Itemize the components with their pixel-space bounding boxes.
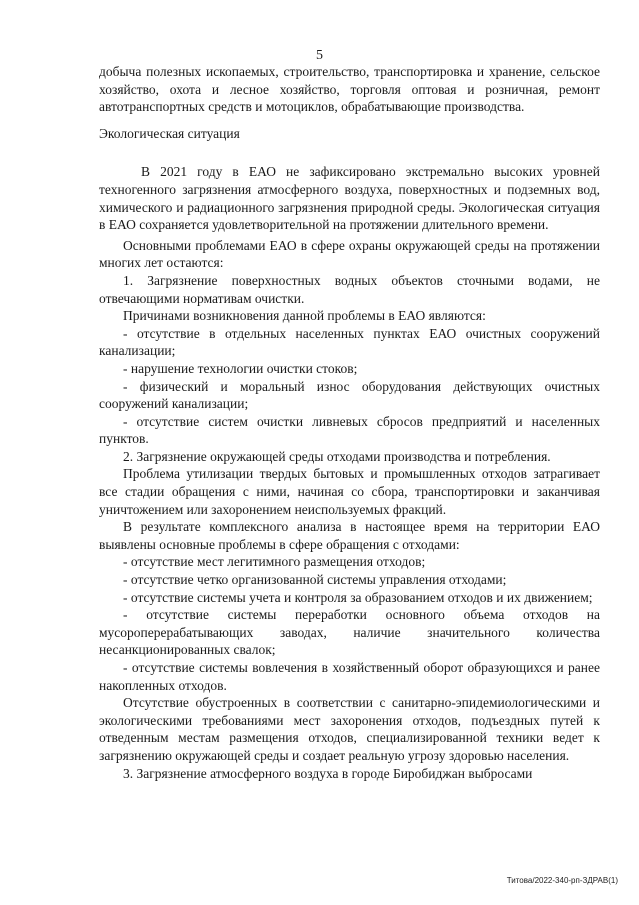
section-heading: Экологическая ситуация	[99, 125, 240, 141]
list-item: - отсутствие системы вовлечения в хозяйственный оборот образующихся и ранее накопленных отходов.	[99, 660, 600, 693]
list-item: - отсутствие системы переработки основного объема отходов на мусороперерабатывающих заводах, наличие значительного количества несанкционированных свалок;	[99, 607, 600, 658]
document-body	[99, 63, 600, 782]
list-item: - отсутствие в отдельных населенных пунктах ЕАО очистных сооружений канализации;	[99, 325, 600, 359]
list-item: - отсутствие систем очистки ливневых сбросов предприятий и населенных пунктов.	[99, 413, 600, 447]
page-number: 5	[316, 48, 323, 63]
list-item: - отсутствие системы учета и контроля за образованием отходов и их движением;	[123, 589, 593, 605]
paragraph-causes: Причинами возникновения данной проблемы в ЕАО являются:	[123, 308, 486, 324]
document-footer-code: Титова/2022-340-рп-ЗДРАВ(1)	[506, 876, 618, 885]
list-item: - физический и моральный износ оборудования действующих очистных сооружений канализации;	[99, 378, 600, 412]
list-item: - нарушение технологии очистки стоков;	[123, 360, 358, 376]
paragraph-problem-3: 3. Загрязнение атмосферного воздуха в городе Биробиджан выбросами	[123, 765, 533, 781]
paragraph-intro-continuation: добыча полезных ископаемых, строительство, транспортировка и хранение, сельское хозяйство, охота и лесное хозяйство, торговля оптовая и розничная, ремонт автотранспортных средств и мотоциклов, обрабатывающие производства.	[99, 64, 600, 115]
paragraph-problem-2: 2. Загрязнение окружающей среды отходами производства и потребления.	[123, 448, 551, 464]
list-item: - отсутствие мест легитимного размещения отходов;	[123, 554, 426, 570]
paragraph-analysis: В результате комплексного анализа в настоящее время на территории ЕАО выявлены основные проблемы в сфере обращения с отходами:	[99, 519, 600, 552]
paragraph-problem-1: 1. Загрязнение поверхностных водных объектов сточными водами, не отвечающими нормативам очистки.	[99, 272, 600, 306]
paragraph-waste-utilization: Проблема утилизации твердых бытовых и промышленных отходов затрагивает все стадии обращения с ними, начиная со сбора, транспортировки и заканчивая уничтожением или захоронением неиспользуемых фракций.	[99, 466, 600, 517]
paragraph-2021-situation: В 2021 году в ЕАО не зафиксировано экстремально высоких уровней техногенного загрязнения атмосферного воздуха, поверхностных и подземных вод, химического и радиационного загрязнения природной среды. Экологическая ситуация в ЕАО сохраняется удовлетворительной на протяжении длительного времени.	[99, 164, 600, 233]
paragraph-main-problems: Основными проблемами ЕАО в сфере охраны окружающей среды на протяжении многих лет остаются:	[99, 237, 600, 271]
paragraph-absence: Отсутствие обустроенных в соответствии с санитарно-эпидемиологическими и экологическими требованиями мест захоронения отходов, подъездных путей к отведенным местам размещения отходов, специализированной техники ведет к загрязнению окружающей среды и создает реальную угрозу здоровью населения.	[99, 695, 600, 763]
list-item: - отсутствие четко организованной системы управления отходами;	[123, 572, 507, 588]
